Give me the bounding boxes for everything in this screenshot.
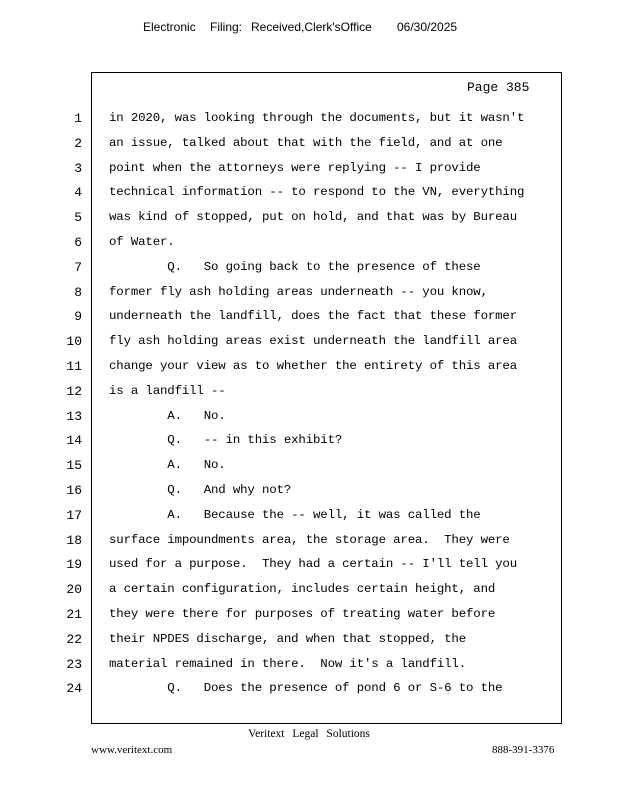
transcript-line: was kind of stopped, put on hold, and that was by Bureau (109, 210, 517, 225)
line-number: 9 (74, 309, 82, 325)
transcript-line: underneath the landfill, does the fact that these former (109, 309, 517, 324)
line-number: 21 (66, 607, 82, 622)
line-number: 6 (74, 235, 82, 250)
line-number: 18 (66, 532, 82, 548)
transcript-line: technical information -- to respond to the VN, everything (109, 185, 525, 200)
header-date: 06/30/2025 (397, 20, 458, 34)
line-number: 11 (66, 359, 82, 374)
line-number: 19 (66, 557, 82, 573)
header-electronic: Electronic (143, 20, 196, 34)
transcript-line: Q. Does the presence of pond 6 or S-6 to the (109, 681, 503, 696)
line-number: 2 (74, 135, 82, 151)
page-number: Page 385 (467, 80, 530, 95)
transcript-line: A. No. (109, 408, 226, 423)
filing-header (0, 20, 618, 38)
transcript-line: surface impoundments area, the storage area. They were (109, 532, 510, 547)
line-number: 7 (74, 259, 82, 275)
header-filing: Filing: (210, 20, 243, 34)
line-number: 12 (66, 383, 82, 399)
footer-phone: 888-391-3376 (492, 744, 555, 756)
line-number: 24 (66, 681, 82, 697)
transcript-line: they were there for purposes of treating water before (109, 607, 496, 621)
transcript-line: Q. -- in this exhibit? (109, 433, 343, 448)
transcript-line: Q. So going back to the presence of these (109, 259, 481, 274)
transcript-line: change your view as to whether the entirety of this area (109, 359, 517, 373)
header-received: Received,Clerk'sOffice (251, 20, 372, 34)
transcript-line: an issue, talked about that with the field, and at one (109, 135, 503, 150)
line-number: 15 (66, 458, 82, 474)
line-number: 8 (74, 284, 82, 300)
transcript-line: in 2020, was looking through the documents, but it wasn't (109, 111, 525, 125)
transcript-line: A. No. (109, 458, 226, 473)
line-number: 3 (74, 160, 82, 176)
transcript-line: material remained in there. Now it's a landfill. (109, 656, 466, 671)
line-number: 20 (66, 582, 82, 598)
line-number: 16 (66, 483, 82, 498)
transcript-line: used for a purpose. They had a certain -- I'll tell you (109, 557, 517, 572)
line-number: 14 (66, 433, 82, 449)
transcript-line: point when the attorneys were replying -- I provide (109, 160, 481, 175)
footer-company: Veritext Legal Solutions (248, 728, 370, 740)
transcript-line: a certain configuration, includes certain height, and (109, 582, 496, 597)
transcript-line: fly ash holding areas exist underneath the landfill area (109, 334, 517, 349)
line-number: 22 (66, 631, 82, 647)
line-number: 1 (74, 111, 82, 126)
transcript-line: Q. And why not? (109, 483, 292, 497)
line-number: 23 (66, 656, 82, 672)
line-number: 4 (74, 185, 82, 201)
line-number: 17 (66, 507, 82, 523)
transcript-line: is a landfill -- (109, 383, 226, 398)
transcript-line: A. Because the -- well, it was called the (109, 507, 481, 522)
transcript-line: of Water. (109, 235, 175, 249)
transcript-line: their NPDES discharge, and when that stopped, the (109, 631, 466, 646)
transcript-line: former fly ash holding areas underneath -- you know, (109, 284, 488, 299)
footer-website: www.veritext.com (91, 744, 173, 756)
line-number: 10 (66, 334, 82, 350)
line-number: 13 (66, 408, 82, 424)
line-number: 5 (74, 210, 82, 226)
